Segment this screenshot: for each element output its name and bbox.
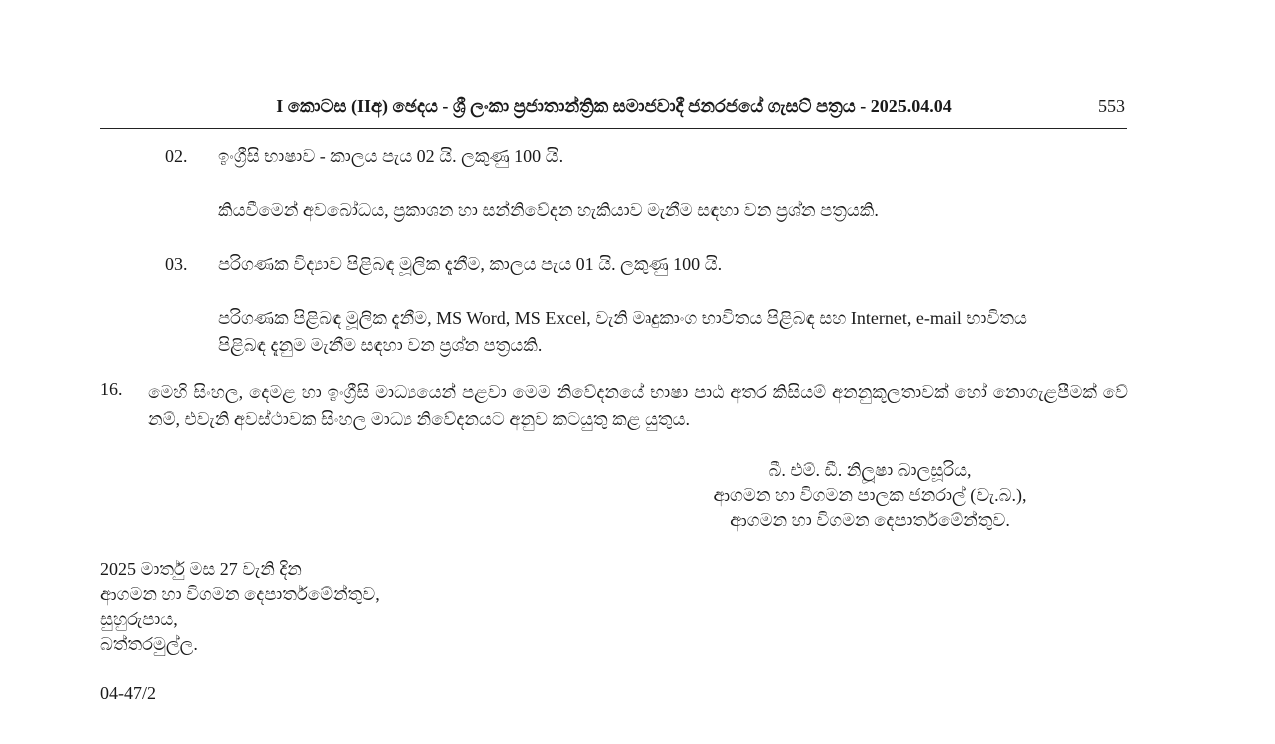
footer-address-line: සුහුරුපාය, (100, 609, 178, 629)
page-number: 553 (1098, 96, 1125, 116)
gazette-header-title: I කොටස (IIඅ) ඡෙදය - ශ්‍රී ලංකා ප්‍රජාතාන්ත්‍රික සමාජවාදී ජනරජයේ ගැසට් පත්‍රය - 2025.04.04 (276, 96, 952, 116)
signatory-title: ආගමන හා විගමන පාලක ජනරාල් (වැ.බ.), (713, 485, 1027, 505)
signatory-name: බී. එම්. ඩී. නිලූෂා බාලසූරිය, (768, 460, 972, 480)
item-body-line: පිළිබඳ දැනුම මැනීම සඳහා වන ප්‍රශ්න පත්‍රයකි. (218, 335, 543, 355)
section-paragraph: මෙහි සිංහල, දෙමළ හා ඉංග්‍රීසි මාධ්‍යයෙන් පළවා මෙම නිවේදනයේ භාෂා පාඨ අතර කිසියම් අනනුකූලතාවක් හෝ නොගැළපීමක් වේ නම්, එවැනි අවස්ථාවක සිංහල මාධ්‍ය නිවේදනයට අනුව කටයුතු කළ යුතුය. (148, 382, 1128, 429)
footer-address-line: බත්තරමුල්ල. (100, 634, 198, 654)
section-number: 16. (100, 379, 123, 399)
footer-date: 2025 මාර්තු මස 27 වැනි දින (100, 559, 302, 579)
item-number: 02. (165, 146, 188, 166)
item-body-line: කියවීමෙන් අවබෝධය, ප්‍රකාශන හා සන්නිවේදන හැකියාව මැනීම සඳහා වන ප්‍රශ්න පත්‍රයකි. (218, 200, 879, 220)
footer-address-line: ආගමන හා විගමන දෙපාර්තමේන්තුව, (100, 584, 380, 604)
header-rule (100, 128, 1127, 129)
item-heading: පරිගණක විද්‍යාව පිළිබඳ මූලික දැනීම, කාලය පැය 01 යි. ලකුණු 100 යි. (218, 254, 723, 274)
item-heading: ඉංග්‍රීසි භාෂාව - කාලය පැය 02 යි. ලකුණු 100 යි. (218, 146, 564, 166)
reference-number: 04-47/2 (100, 683, 156, 703)
item-body-line: පරිගණක පිළිබඳ මූලික දැනීම, MS Word, MS Excel, වැනි මෘදුකාංග භාවිතය පිළිබඳ සහ Internet, e-mail භාවිතය (218, 308, 1027, 328)
item-number: 03. (165, 254, 188, 274)
signatory-department: ආගමන හා විගමන දෙපාර්තමේන්තුව. (730, 510, 1010, 530)
